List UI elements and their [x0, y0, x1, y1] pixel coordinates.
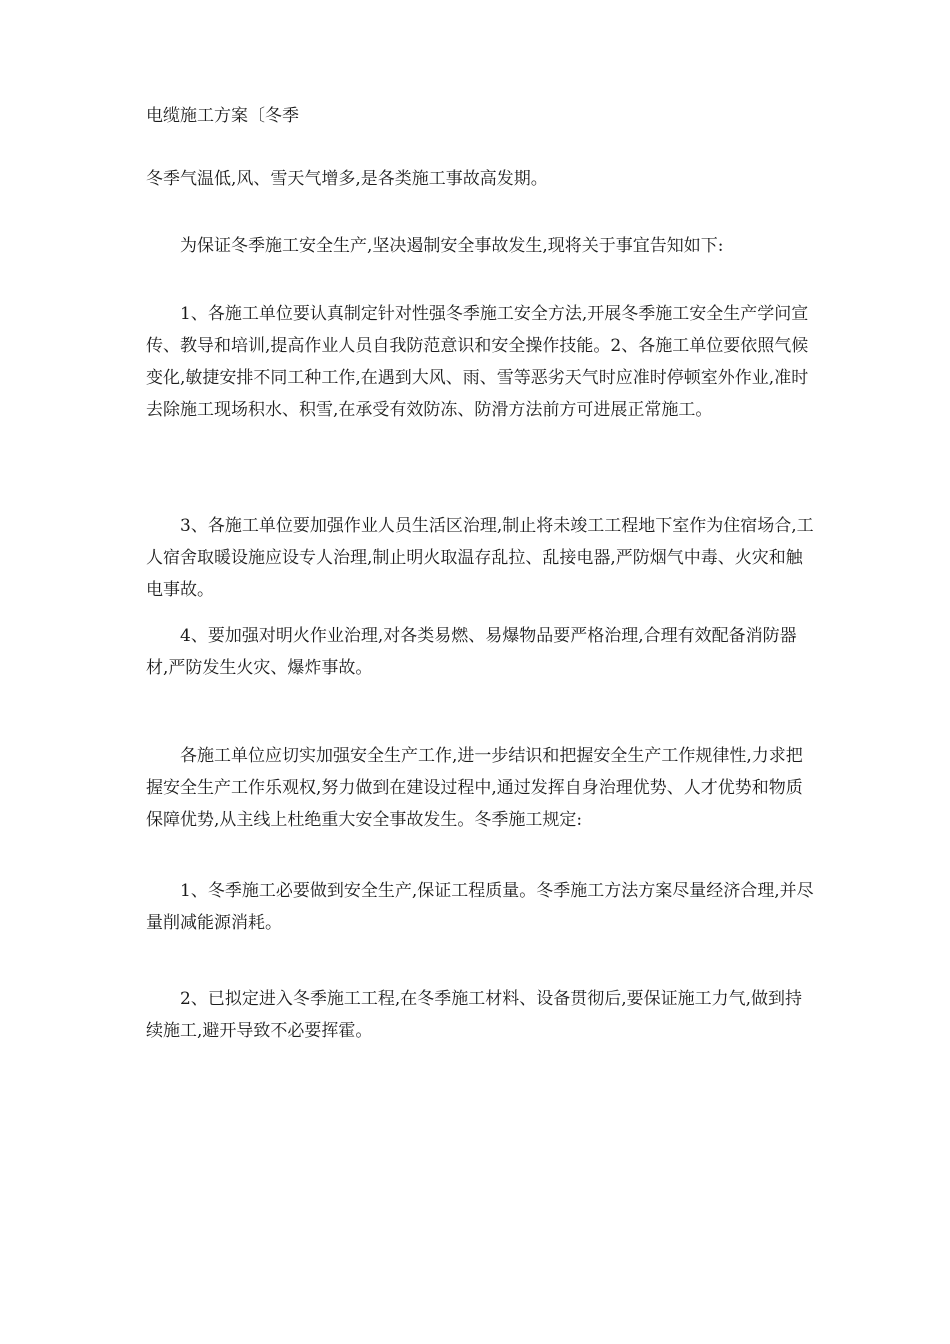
- item-3-paragraph: 3、各施工单位要加强作业人员生活区治理,制止将未竣工工程地下室作为住宿场合,工人宿舍取暖设施应设专人治理,制止明火取温存乱拉、乱接电器,严防烟气中毒、火灾和触电事故。: [146, 516, 814, 600]
- rule-1-paragraph: 1、冬季施工必要做到安全生产,保证工程质量。冬季施工方法方案尽量经济合理,并尽量削减能源消耗。: [146, 881, 814, 933]
- item-4-paragraph: 4、要加强对明火作业治理,对各类易燃、易爆物品要严格治理,合理有效配备消防器材,严防发生火灾、爆炸事故。: [146, 626, 797, 678]
- notice-paragraph: 为保证冬季施工安全生产,坚决遏制安全事故发生,现将关于事宜告知如下:: [180, 236, 724, 256]
- summary-paragraph: 各施工单位应切实加强安全生产工作,进一步结识和把握安全生产工作规律性,力求把握安全生产工作乐观权,努力做到在建设过程中,通过发挥自身治理优势、人才优势和物质保障优势,从主线上杜绝重大安全事故发生。冬季施工规定:: [146, 746, 803, 830]
- item-1-2-paragraph: 1、各施工单位要认真制定针对性强冬季施工安全方法,开展冬季施工安全生产学问宣传、教导和培训,提高作业人员自我防范意识和安全操作技能。2、各施工单位要依照气候变化,敏捷安排不同工种工作,在遇到大风、雨、雪等恶劣天气时应准时停顿室外作业,准时去除施工现场积水、积雪,在承受有效防冻、防滑方法前方可进展正常施工。: [146, 304, 809, 420]
- rule-2-paragraph: 2、已拟定进入冬季施工工程,在冬季施工材料、设备贯彻后,要保证施工力气,做到持续施工,避开导致不必要挥霍。: [146, 989, 803, 1041]
- document-title: 电缆施工方案〔冬季: [146, 106, 299, 126]
- intro-paragraph: 冬季气温低,风、雪天气增多,是各类施工事故高发期。: [146, 169, 548, 189]
